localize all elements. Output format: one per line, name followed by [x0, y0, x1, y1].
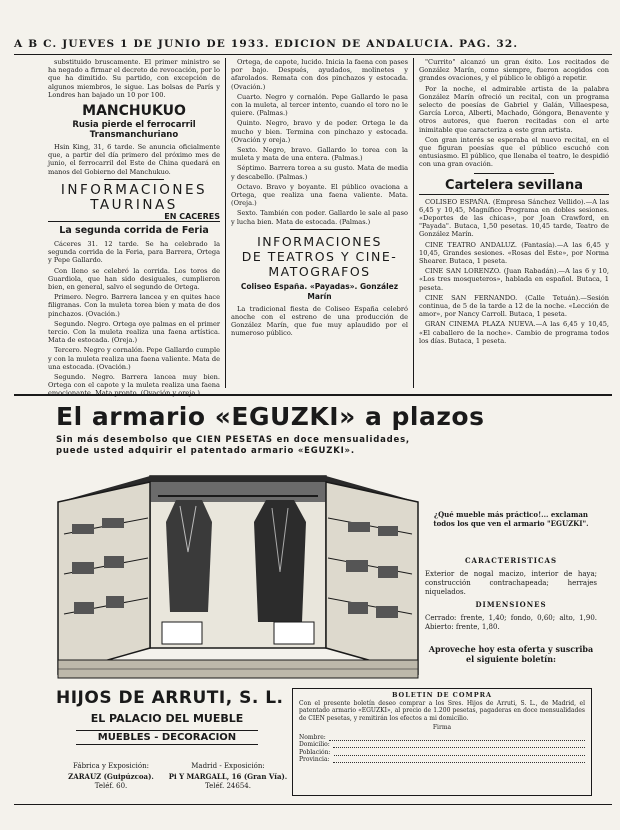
order-form-name-label: Nombre: — [299, 733, 326, 741]
order-form-name-row[interactable] — [299, 734, 585, 742]
ad-characteristics: Exterior de nogal macizo, interior de haya; construcción contrachapeada; herrajes niquelados. — [425, 570, 597, 596]
wardrobe-illustration — [58, 462, 418, 684]
heading-informaciones: INFORMACIONES — [60, 181, 208, 198]
order-form-province-field[interactable] — [333, 756, 585, 763]
order-form-address-field[interactable] — [333, 741, 585, 748]
header-rule — [14, 54, 612, 55]
col1-para7: Segundo. Negro. Barrera lancea muy bien. Ortega con el capote y la muleta realiza una faena — [48, 373, 220, 390]
order-form[interactable] — [292, 688, 592, 796]
heading-taurinas: TAURINAS — [90, 196, 178, 213]
heading-teatros-3: MATOGRAFOS — [268, 263, 371, 279]
ad-characteristics-head: CARACTERISTICAS — [464, 556, 558, 565]
heading-place: EN CACERES — [48, 213, 220, 222]
madrid-address: Pi Y MARGALL, 16 (Gran Vía). — [168, 772, 288, 781]
madrid-label: Madrid - Exposición: — [191, 762, 265, 770]
heading-teatros-2: DE TEATROS Y CINE- — [241, 248, 398, 264]
col1-para2: Cáceres 31. 12 tarde. Se ha celebrado la segunda corrida de la Feria, para Barrera, Ortega y Pepe Gallardo. — [48, 240, 220, 265]
subheading-coliseo: Coliseo España. «Payadas». González Marín — [240, 281, 399, 301]
order-form-town-field[interactable] — [334, 749, 585, 756]
col2-para7: La tradicional fiesta de Coliseo España celebró anoche con el estreno de una producción de González Marín, que fue muy aplaudido por el numeroso público. — [231, 304, 408, 338]
col2-para6: Sexto. También con poder. Gallardo le sale al paso y lucha bien. Mata de estocada. (Palmas.) — [231, 209, 408, 226]
brand-tagline: EL PALACIO DEL MUEBLE — [90, 712, 244, 725]
order-form-town-row[interactable] — [299, 749, 585, 757]
column-rule-2 — [413, 58, 414, 388]
cartelera-entry-2: CINE TEATRO ANDALUZ. (Fantasía).—A las 6,45 y 10,45, Grandes sesiones. «Rosas del Este», por Norma Shearer. Butaca, 1 peseta. — [419, 240, 609, 266]
ad-dimensions: Cerrado: frente, 1,40; fondo, 0,60; alto, 1,90. Abierto: frente, 1,80. — [425, 614, 597, 631]
order-form-province-label: Provincia: — [299, 756, 330, 763]
order-form-text: Con el presente boletín deseo comprar a los Sres. Hijos de Arruti, S. L., de Madrid, el patentado armario «EGUZKI», al precio de 1.200 pesetas, pagaderas en doce mensualidades de CIEN pesetas, y remitirán los efectos a mi domicilio. — [299, 699, 585, 722]
brand-subline: MUEBLES - DECORACION — [76, 730, 258, 745]
page-bottom-rule — [14, 804, 612, 805]
divider — [104, 179, 164, 180]
col3-para2: Con gran interés se esperaba el nuevo recital, en el que figuran poesías que el público escuchó con entusiasmo. El público, que llenaba el teatro, le despidió con una gran ovación. — [419, 135, 609, 169]
order-form-town-label: Población: — [299, 748, 331, 756]
factory-phone: Teléf. 60. — [94, 782, 128, 790]
cartelera-entry-4: CINE SAN FERNANDO. (Calle Tetuán).—Sesión continua, de 5 de la tarde a 12 de la noche. «Lección de amor», por Nancy Carroll. Butaca, 1 peseta. — [419, 293, 609, 319]
col1-para6: Tercero. Negro y cornalón. Pepe Gallardo cumple y con la muleta realiza una faena valiente. Mata de una estocada. (Ovación.) — [48, 346, 220, 371]
col3-para1: Por la noche, el admirable artista de la palabra González Marín ofreció un recital, con un programa selecto de poesías de Gabriel y Galán, Villaespesa, García Lorca, Alberti, Machado, Góngora, Benavente y otros autores, que fueron recitadas con el arte inimitable que caracteriza a este gran artista. — [419, 84, 609, 134]
col2-para3: Sexto. Negro, bravo. Gallardo lo torea con la muleta y mata de una entera. (Palmas.) — [231, 146, 408, 163]
order-form-province-row[interactable] — [299, 756, 585, 764]
ad-dimensions-head: DIMENSIONES — [475, 600, 547, 609]
col1-top-text: substituido bruscamente. El primer ministro se ha negado a firmar el decreto de revocación, por lo que ha dimitido. Su partido, con excepción de algunos miembros, le sigue. Las bolsas de París y Londres han bajado un 10 por 100. — [48, 58, 220, 99]
col3-top-text: "Currito" alcanzó un gran éxito. Los recitados de González Marín, como siempre, fueron acogidos con grandes ovaciones, y el público le obligó a repetir. — [419, 58, 609, 83]
order-form-name-field[interactable] — [329, 734, 585, 741]
col2-para5: Octavo. Bravo y boyante. El público ovaciona a Ortega, que realiza una faena valiente. Mata. (Oreja.) — [231, 182, 408, 208]
subheading-rusia: Rusia pierde el ferrocarril Transmanchuriano — [72, 120, 196, 141]
brand-name: HIJOS DE ARRUTI, S. L. — [56, 688, 284, 708]
order-form-sign[interactable]: Firma — [432, 724, 452, 731]
divider — [474, 173, 554, 174]
column-rule-1 — [225, 58, 226, 388]
col2-para2: Quinto. Negro, bravo y de poder. Ortega le da mucho y bien. Termina con pinchazo y estocada. (Ovación y oreja.) — [231, 119, 408, 144]
subheading-corrida: La segunda corrida de Feria — [59, 225, 209, 237]
col2-para4: Séptimo. Barrera torea a su gusto. Mata de media y descabello. (Palmas.) — [231, 164, 408, 181]
col1-para3: Con lleno se celebró la corrida. Los toros de Guardiola, que han sido desiguales, cumplieron bien, en general, salvo el segundo de Ortega. — [48, 266, 220, 292]
order-form-address-label: Domicilio: — [299, 741, 330, 748]
ad-quote: ¿Qué mueble más práctico!... exclaman todos los que ven el armario "EGUZKI". — [433, 510, 589, 528]
cartelera-entry-5: GRAN CINEMA PLAZA NUEVA.—A las 6,45 y 10,45, «El caballero de la noche». Cambio de programa todos los días. Butaca, 1 peseta. — [419, 320, 609, 345]
heading-teatros-1: INFORMACIONES — [257, 233, 382, 249]
page-header: A B C. JUEVES 1 DE JUNIO DE 1933. EDICION DE ANDALUCIA. PAG. 32. — [14, 38, 519, 50]
ad-top-rule — [14, 394, 612, 396]
order-form-title: BOLETIN DE COMPRA — [391, 691, 493, 699]
column-3 — [419, 58, 609, 390]
ad-title: El armario «EGUZKI» a plazos — [56, 402, 485, 431]
ad-offer: Aproveche hoy esta oferta y suscriba el siguiente boletín: — [428, 644, 594, 664]
col1-para5: Segundo. Negro. Ortega oye palmas en el primer tercio. Con la muleta realiza una faena artística. Mata de estocada. (Oreja.) — [48, 319, 220, 345]
divider — [290, 229, 350, 230]
col1-para1: Hsin King, 31, 6 tarde. Se anuncia oficialmente que, a partir del día primero del próximo mes de junio, el ferrocarril del Este de China quedará en manos del Gobierno del Manchukuo. — [48, 143, 220, 176]
heading-manchukuo: MANCHUKUO — [82, 103, 186, 120]
order-form-address-row[interactable] — [299, 741, 585, 749]
cartelera-entry-3: CINE SAN LORENZO. (Juan Rabadán).—A las 6 y 10, «Los tres mosqueteros», hablada en español. Butaca, 1 peseta. — [419, 267, 609, 292]
col2-top-text: Ortega, de capote, lucido. Inicia la faena con pases por bajo. Después, ayudados, molinetes y afarolados. Remata con dos pinchazos y estocada. (Ovación.) — [231, 58, 408, 91]
factory-label: Fábrica y Exposición: — [73, 762, 149, 770]
ad-subtitle: Sin más desembolso que CIEN PESETAS en doce mensualidades, puede usted adquirir el patentado armario «EGUZKI». — [56, 435, 410, 456]
madrid-phone: Teléf. 24654. — [205, 782, 251, 790]
factory-city: ZARAUZ (Guipúzcoa). — [68, 772, 154, 781]
column-1 — [48, 58, 220, 390]
heading-cartelera: Cartelera sevillana — [419, 177, 609, 195]
col2-para1: Cuarto. Negro y cornalón. Pepe Gallardo le pasa con la muleta, al tercer intento, cuando el toro no le quiere. (Palmas.) — [231, 92, 408, 118]
col1-para4: Primero. Negro. Barrera lancea y en quites hace filigranas. Con la muleta torea bien y mata de dos pinchazos. (Ovación.) — [48, 293, 220, 318]
cartelera-entry-1: COLISEO ESPAÑA. (Empresa Sánchez Vellido).—A las 6,45 y 10,45, Magnífico Programa en dobles sesiones. «Deportes de las chicas», por Joan Crawford, en "Payada". Butaca, 1,50 pesetas. 10,45 tarde, Teatro de González Marín. — [419, 197, 609, 239]
column-2 — [231, 58, 408, 390]
